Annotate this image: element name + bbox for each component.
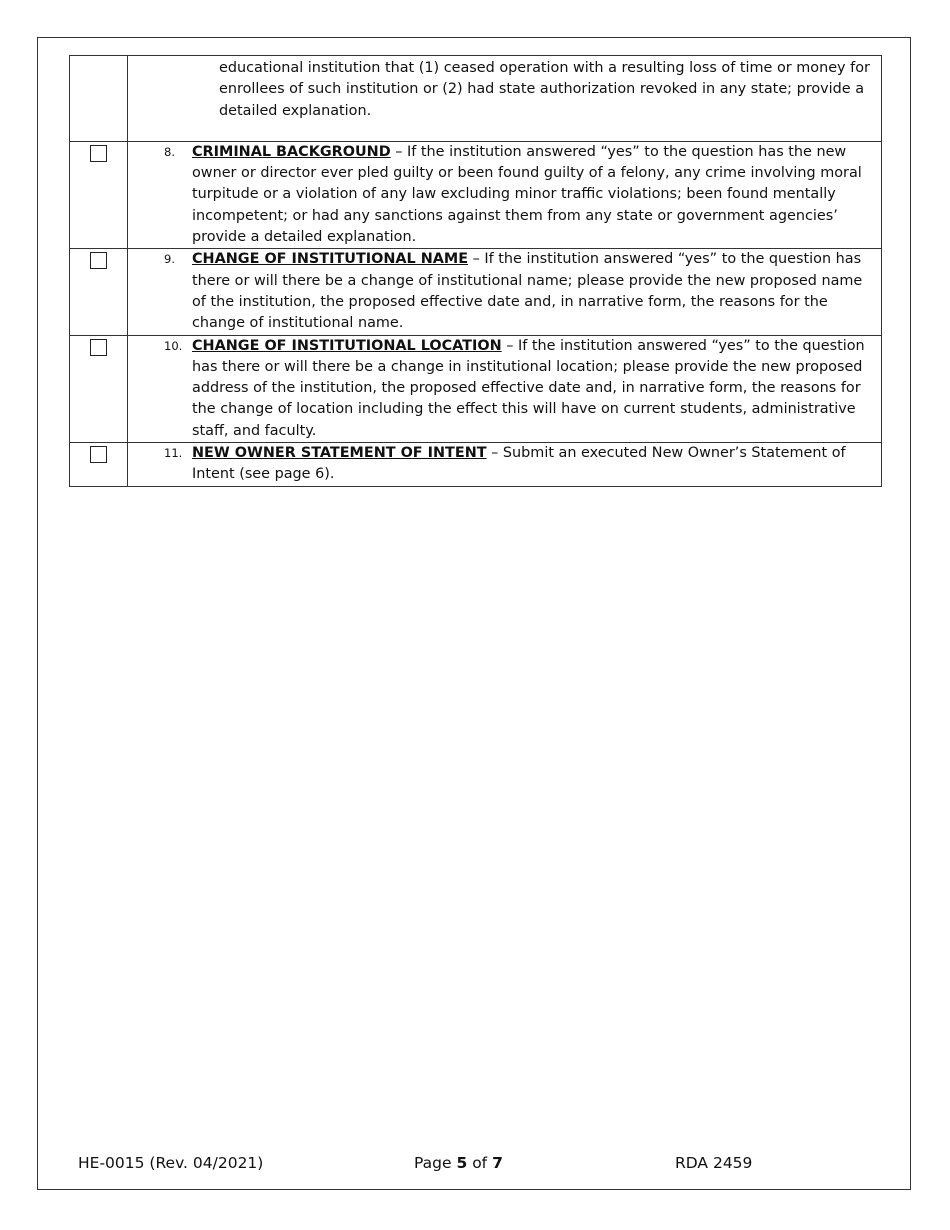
form-id: HE-0015 (Rev. 04/2021) xyxy=(78,1154,264,1172)
page-footer xyxy=(0,1154,950,1176)
item-title: CHANGE OF INSTITUTIONAL NAME xyxy=(192,251,469,268)
item-number: 11. xyxy=(164,446,183,461)
checklist-row-11 xyxy=(70,443,882,487)
page-label: Page xyxy=(414,1154,452,1172)
continued-item-cell xyxy=(128,56,882,142)
page-of: of xyxy=(472,1154,488,1172)
item-cell xyxy=(128,141,882,248)
criminal-background-checkbox[interactable] xyxy=(90,145,107,162)
checklist-row-10 xyxy=(70,335,882,442)
page-current: 5 xyxy=(456,1154,468,1172)
checklist-row-9 xyxy=(70,249,882,335)
empty-checkbox-cell xyxy=(70,56,128,142)
item-cell xyxy=(128,443,882,487)
item-title: CRIMINAL BACKGROUND xyxy=(192,143,391,160)
checklist-row-8 xyxy=(70,141,882,248)
statement-of-intent-checkbox[interactable] xyxy=(90,446,107,463)
institutional-location-checkbox[interactable] xyxy=(90,339,107,356)
item-number: 9. xyxy=(164,252,175,267)
checklist-item-8 xyxy=(128,142,881,248)
item-cell xyxy=(128,249,882,335)
checklist-item-9 xyxy=(128,249,881,334)
checklist-item-10 xyxy=(128,336,881,442)
rda-number: RDA 2459 xyxy=(675,1154,753,1172)
page-total: 7 xyxy=(492,1154,503,1172)
item-body: – Submit an executed New Owner’s Statement of Intent (see page 6). xyxy=(192,445,846,483)
checklist-item-11 xyxy=(128,443,881,486)
page-number xyxy=(414,1154,503,1172)
checkbox-cell xyxy=(70,335,128,442)
item-cell xyxy=(128,335,882,442)
item-title: NEW OWNER STATEMENT OF INTENT xyxy=(192,445,487,462)
item-number: 8. xyxy=(164,144,175,159)
continued-item-text: educational institution that (1) ceased operation with a resulting loss of time or money for enrollees of such institution or (2) had state authorization revoked in any state; provide a detailed explanation. xyxy=(219,60,870,119)
item-title: CHANGE OF INSTITUTIONAL LOCATION xyxy=(192,337,502,354)
checkbox-cell xyxy=(70,249,128,335)
institutional-name-checkbox[interactable] xyxy=(90,252,107,269)
item-body: – If the institution answered “yes” to the question has the new owner or director ever pled guilty or been found guilty of a felony, any crime involving moral turpitude or a violation of any law excluding minor traffic violations; been found mentally incompetent; or had any sanctions against them from any state or government agencies’ provide a detailed explanation. xyxy=(192,143,862,246)
item-body: – If the institution answered “yes” to the question has there or will there be a change in institutional location; please provide the new proposed address of the institution, the proposed effective date and, in narrative form, the reasons for the change of location including the effect this will have on current students, administrative staff, and faculty. xyxy=(192,337,865,439)
checkbox-cell xyxy=(70,443,128,487)
item-body: – If the institution answered “yes” to the question has there or will there be a change of institutional name; please provide the new proposed name of the institution, the proposed effective date and, in narrative form, the reasons for the change of institutional name. xyxy=(192,251,863,332)
checklist-row-continued xyxy=(70,56,882,142)
requirements-checklist xyxy=(69,55,882,487)
item-number: 10. xyxy=(164,338,183,353)
checkbox-cell xyxy=(70,141,128,248)
